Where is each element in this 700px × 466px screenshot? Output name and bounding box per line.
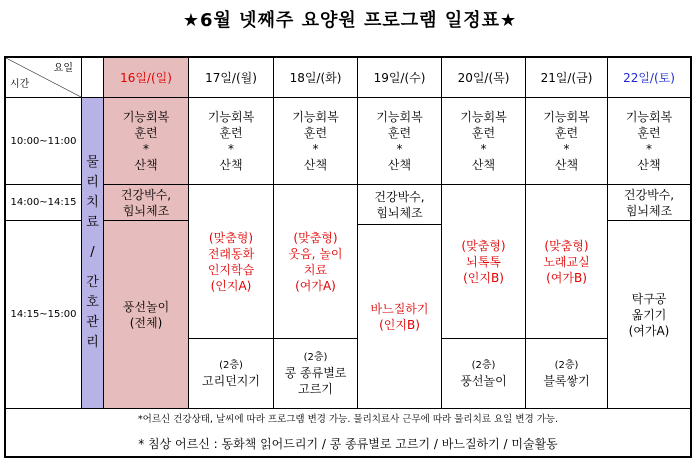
side-label-char: 료 [86,215,99,230]
side-label-char: 리 [86,335,99,350]
side-label-char: 리 [86,175,99,190]
health-cell-wed: 건강박수, 힘뇌체조 [358,185,442,225]
side-label-char: 관 [86,315,99,330]
page-title: ★6월 넷째주 요양원 프로그램 일정표★ [182,10,518,31]
second-floor-cell-fri: (2층) 블록쌓기 [526,339,608,409]
afternoon-cell-tue: (맞춤형) 웃음, 놀이 치료 (여가A) [274,185,358,339]
afternoon-cell-mon: (맞춤형) 전래동화 인지학습 (인지A) [189,185,274,339]
health-cell-sat: 건강박수, 힘뇌체조 [608,185,690,221]
afternoon-cell-fri: (맞춤형) 노래교실 (여가B) [526,185,608,339]
side-label-char: 간 [86,275,99,290]
corner-day-label: 요일 [53,63,73,74]
corner-cell [6,58,82,98]
second-floor-cell-mon: (2층) 고리던지기 [189,339,274,409]
morning-cell-wed: 기능회복 훈련 * 산책 [358,98,442,185]
day-header-sun: 16일/(일) [104,58,189,98]
day-header-sat: 22일/(토) [608,58,690,98]
second-floor-cell-tue: (2층) 콩 종류별로 고르기 [274,339,358,409]
note-schedule-change: *어르신 건강상태, 날씨에 따라 프로그램 변경 가능. 물리치료사 근무에 따라 물리치료 요일 변경 가능. [137,414,559,425]
side-label-char: 치 [86,195,99,210]
morning-cell-sat: 기능회복 훈련 * 산책 [608,98,690,185]
side-label-char: / [90,245,95,260]
schedule-table [4,56,692,458]
afternoon-cell-sat: 탁구공 옮기기 (여가A) [608,221,690,409]
time-label-health: 14:00~14:15 [6,185,82,221]
morning-cell-tue: 기능회복 훈련 * 산책 [274,98,358,185]
day-header-tue: 18일/(화) [274,58,358,98]
day-header-mon: 17일/(월) [189,58,274,98]
note-bedridden: * 침상 어르신 : 동화책 읽어드리기 / 콩 종류별로 고르기 / 바느질하기 / 미술활동 [138,437,558,451]
afternoon-cell-sun: 풍선놀이 (전체) [104,221,189,409]
day-header-wed: 19일/(수) [358,58,442,98]
time-label-afternoon: 14:15~15:00 [6,221,82,409]
day-header-fri: 21일/(금) [526,58,608,98]
morning-cell-mon: 기능회복 훈련 * 산책 [189,98,274,185]
afternoon-cell-thu: (맞춤형) 뇌톡톡 (인지B) [442,185,526,339]
corner-time-label: 시간 [10,79,30,90]
afternoon-cell-wed: 바느질하기 (인지B) [358,225,442,409]
morning-cell-sun: 기능회복 훈련 * 산책 [104,98,189,185]
morning-cell-fri: 기능회복 훈련 * 산책 [526,98,608,185]
side-label-char: 호 [86,295,99,310]
morning-cell-thu: 기능회복 훈련 * 산책 [442,98,526,185]
side-label-char: 물 [86,155,99,170]
second-floor-cell-thu: (2층) 풍선놀이 [442,339,526,409]
time-label-morning: 10:00~11:00 [6,98,82,185]
side-header-cell [82,58,104,98]
day-header-thu: 20일/(목) [442,58,526,98]
side-label-physio-nursing [82,98,104,409]
health-cell-sun: 건강박수, 힘뇌체조 [104,185,189,221]
